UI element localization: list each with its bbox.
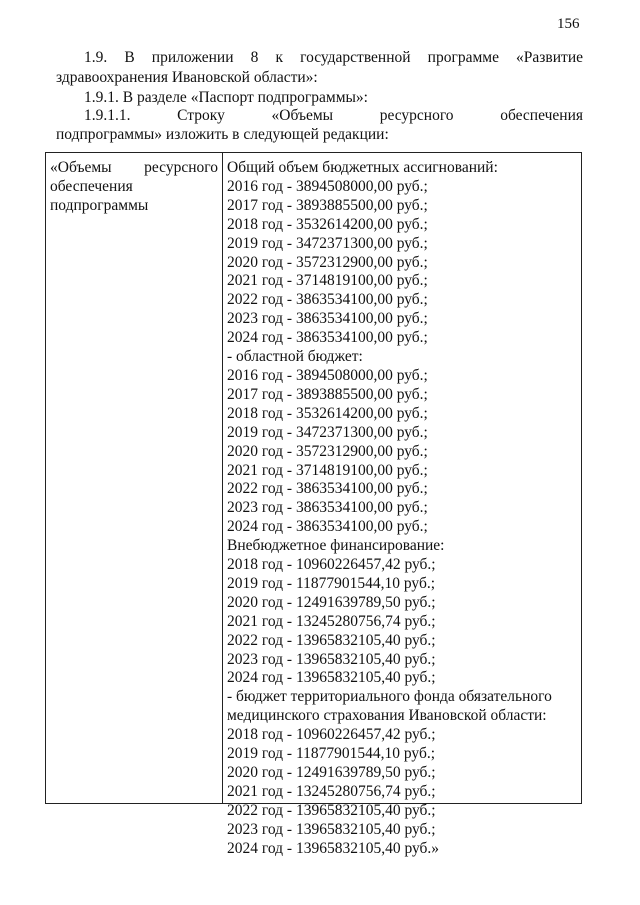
intro-line-1: 1.9. В приложении 8 к государственной программе «Развитие [84, 49, 583, 66]
budget-line: 2021 год - 3714819100,00 руб.; [227, 461, 428, 479]
intro-line-2: здравоохранения Ивановской области»: [56, 69, 318, 86]
budget-line: 2024 год - 3863534100,00 руб.; [227, 518, 428, 536]
budget-line: 2020 год - 3572312900,00 руб.; [227, 253, 428, 271]
row-label-line: обеспечения [50, 177, 133, 195]
budget-line: 2021 год - 3714819100,00 руб.; [227, 272, 428, 290]
budget-line: 2017 год - 3893885500,00 руб.; [227, 196, 428, 214]
budget-line: - областной бюджет: [227, 348, 363, 366]
row-label-line: «Объемы ресурсного [50, 159, 218, 176]
budget-line: 2022 год - 3863534100,00 руб.; [227, 291, 428, 309]
intro-line-3: 1.9.1. В разделе «Паспорт подпрограммы»: [84, 89, 368, 106]
budget-line: 2023 год - 13965832105,40 руб.; [227, 650, 436, 668]
row-value-cell [227, 159, 579, 859]
budget-line: 2018 год - 10960226457,42 руб.; [227, 556, 436, 574]
budget-line: 2022 год - 13965832105,40 руб.; [227, 631, 436, 649]
budget-line: Внебюджетное финансирование: [227, 537, 445, 555]
intro-line-5: подпрограммы» изложить в следующей редакции: [56, 126, 389, 143]
budget-line: 2024 год - 13965832105,40 руб.; [227, 669, 436, 687]
page-number: 156 [557, 16, 580, 32]
budget-line: 2022 год - 13965832105,40 руб.; [227, 801, 436, 819]
row-label-cell [50, 159, 218, 216]
budget-line: 2021 год - 13245280756,74 руб.; [227, 612, 436, 630]
resource-table [45, 152, 582, 857]
budget-line: 2018 год - 10960226457,42 руб.; [227, 726, 436, 744]
budget-line: 2019 год - 3472371300,00 руб.; [227, 423, 428, 441]
column-divider [222, 153, 223, 803]
budget-line: 2024 год - 3863534100,00 руб.; [227, 329, 428, 347]
budget-line: 2017 год - 3893885500,00 руб.; [227, 385, 428, 403]
intro-line-4: 1.9.1.1. Строку «Объемы ресурсного обеспечения [84, 107, 583, 124]
budget-line: 2021 год - 13245280756,74 руб.; [227, 782, 436, 800]
budget-line: 2016 год - 3894508000,00 руб.; [227, 366, 428, 384]
row-label-line: подпрограммы [50, 196, 149, 214]
budget-line: 2023 год - 3863534100,00 руб.; [227, 499, 428, 517]
budget-line: - бюджет территориального фонда обязательного [227, 688, 552, 706]
budget-line: 2018 год - 3532614200,00 руб.; [227, 404, 428, 422]
budget-line: 2018 год - 3532614200,00 руб.; [227, 215, 428, 233]
budget-line: 2020 год - 12491639789,50 руб.; [227, 593, 436, 611]
budget-line: 2022 год - 3863534100,00 руб.; [227, 480, 428, 498]
budget-line: 2020 год - 12491639789,50 руб.; [227, 764, 436, 781]
budget-line: 2019 год - 11877901544,10 руб.; [227, 574, 436, 592]
budget-line: 2019 год - 11877901544,10 руб.; [227, 745, 436, 763]
budget-line: 2016 год - 3894508000,00 руб.; [227, 177, 428, 195]
budget-line: Общий объем бюджетных ассигнований: [227, 159, 498, 176]
budget-line: медицинского страхования Ивановской области: [227, 707, 547, 725]
budget-line: 2023 год - 13965832105,40 руб.; [227, 820, 436, 838]
budget-line: 2023 год - 3863534100,00 руб.; [227, 310, 428, 328]
budget-line: 2024 год - 13965832105,40 руб.» [227, 839, 440, 857]
budget-line: 2019 год - 3472371300,00 руб.; [227, 234, 428, 252]
budget-line: 2020 год - 3572312900,00 руб.; [227, 442, 428, 460]
